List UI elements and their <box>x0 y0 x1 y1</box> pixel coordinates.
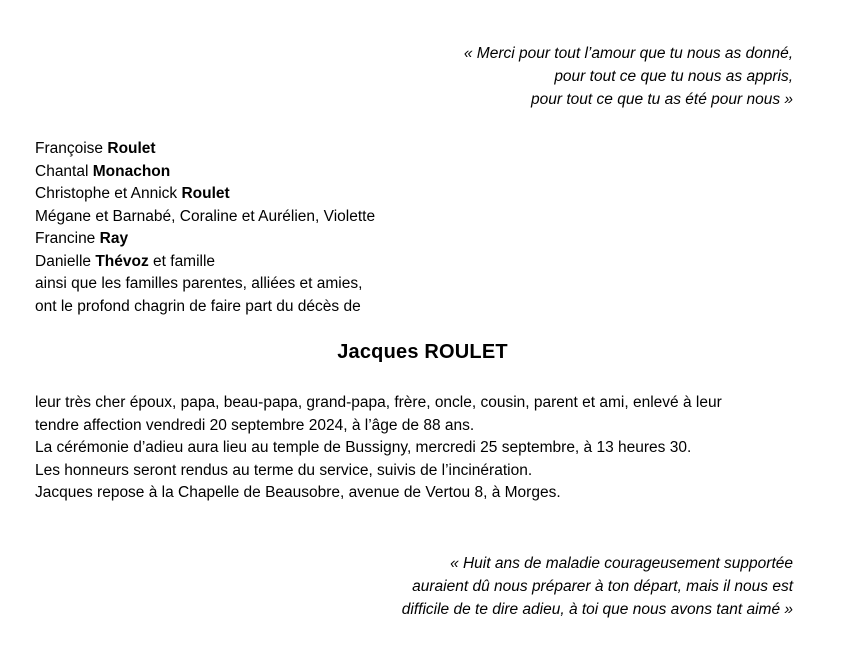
family-line-prefix: Francine <box>35 230 100 247</box>
family-line <box>35 183 375 206</box>
family-line-prefix: Christophe et Annick <box>35 185 182 202</box>
family-line <box>35 296 375 319</box>
closing-quote-line-1: « Huit ans de maladie courageusement supportée <box>450 555 793 572</box>
family-line <box>35 138 375 161</box>
notice-body-line-3: La cérémonie d’adieu aura lieu au temple de Bussigny, mercredi 25 septembre, à 13 heures 30. <box>35 439 692 456</box>
family-line-surname: Thévoz <box>95 252 149 270</box>
notice-body-line-4: Les honneurs seront rendus au terme du service, suivis de l’incinération. <box>35 461 533 479</box>
family-line-prefix: Mégane et Barnabé, Coraline et Aurélien, Violette <box>35 207 376 225</box>
family-line-surname: Roulet <box>107 140 156 157</box>
family-line <box>35 206 375 229</box>
family-line-suffix: et famille <box>148 252 216 270</box>
family-line <box>35 228 375 251</box>
family-line-prefix: ainsi que les familles parentes, alliées et amies, <box>35 275 363 292</box>
family-list <box>35 138 375 318</box>
family-line <box>35 273 375 296</box>
opening-quote-line-3: pour tout ce que tu as été pour nous » <box>531 91 793 108</box>
family-line-prefix: Danielle <box>35 252 96 270</box>
opening-quote-line-1: « Merci pour tout l’amour que tu nous as donné, <box>463 45 793 62</box>
notice-body <box>35 392 815 505</box>
family-line <box>35 161 375 184</box>
family-line-surname: Roulet <box>181 185 230 202</box>
family-line-prefix: ont le profond chagrin de faire part du décès de <box>35 297 361 315</box>
opening-quote-line-2: pour tout ce que tu nous as appris, <box>554 68 793 85</box>
notice-body-line-2: tendre affection vendredi 20 septembre 2024, à l’âge de 88 ans. <box>35 416 475 434</box>
family-line-surname: Monachon <box>92 162 171 180</box>
family-line-prefix: Chantal <box>35 162 93 180</box>
notice-body-line-1: leur très cher époux, papa, beau-papa, grand-papa, frère, oncle, cousin, parent et ami, enlevé à leur <box>35 394 722 411</box>
family-line <box>35 251 375 274</box>
family-line-prefix: Françoise <box>35 140 108 157</box>
closing-quote-line-2: auraient dû nous préparer à ton départ, mais il nous est <box>412 578 793 595</box>
closing-quote-line-3: difficile de te dire adieu, à toi que nous avons tant aimé » <box>401 601 793 618</box>
family-line-surname: Ray <box>99 230 129 247</box>
closing-quote <box>213 552 793 621</box>
notice-body-line-5: Jacques repose à la Chapelle de Beausobre, avenue de Vertou 8, à Morges. <box>35 484 561 501</box>
opening-quote <box>273 42 793 111</box>
deceased-name: Jacques ROULET <box>337 341 508 363</box>
